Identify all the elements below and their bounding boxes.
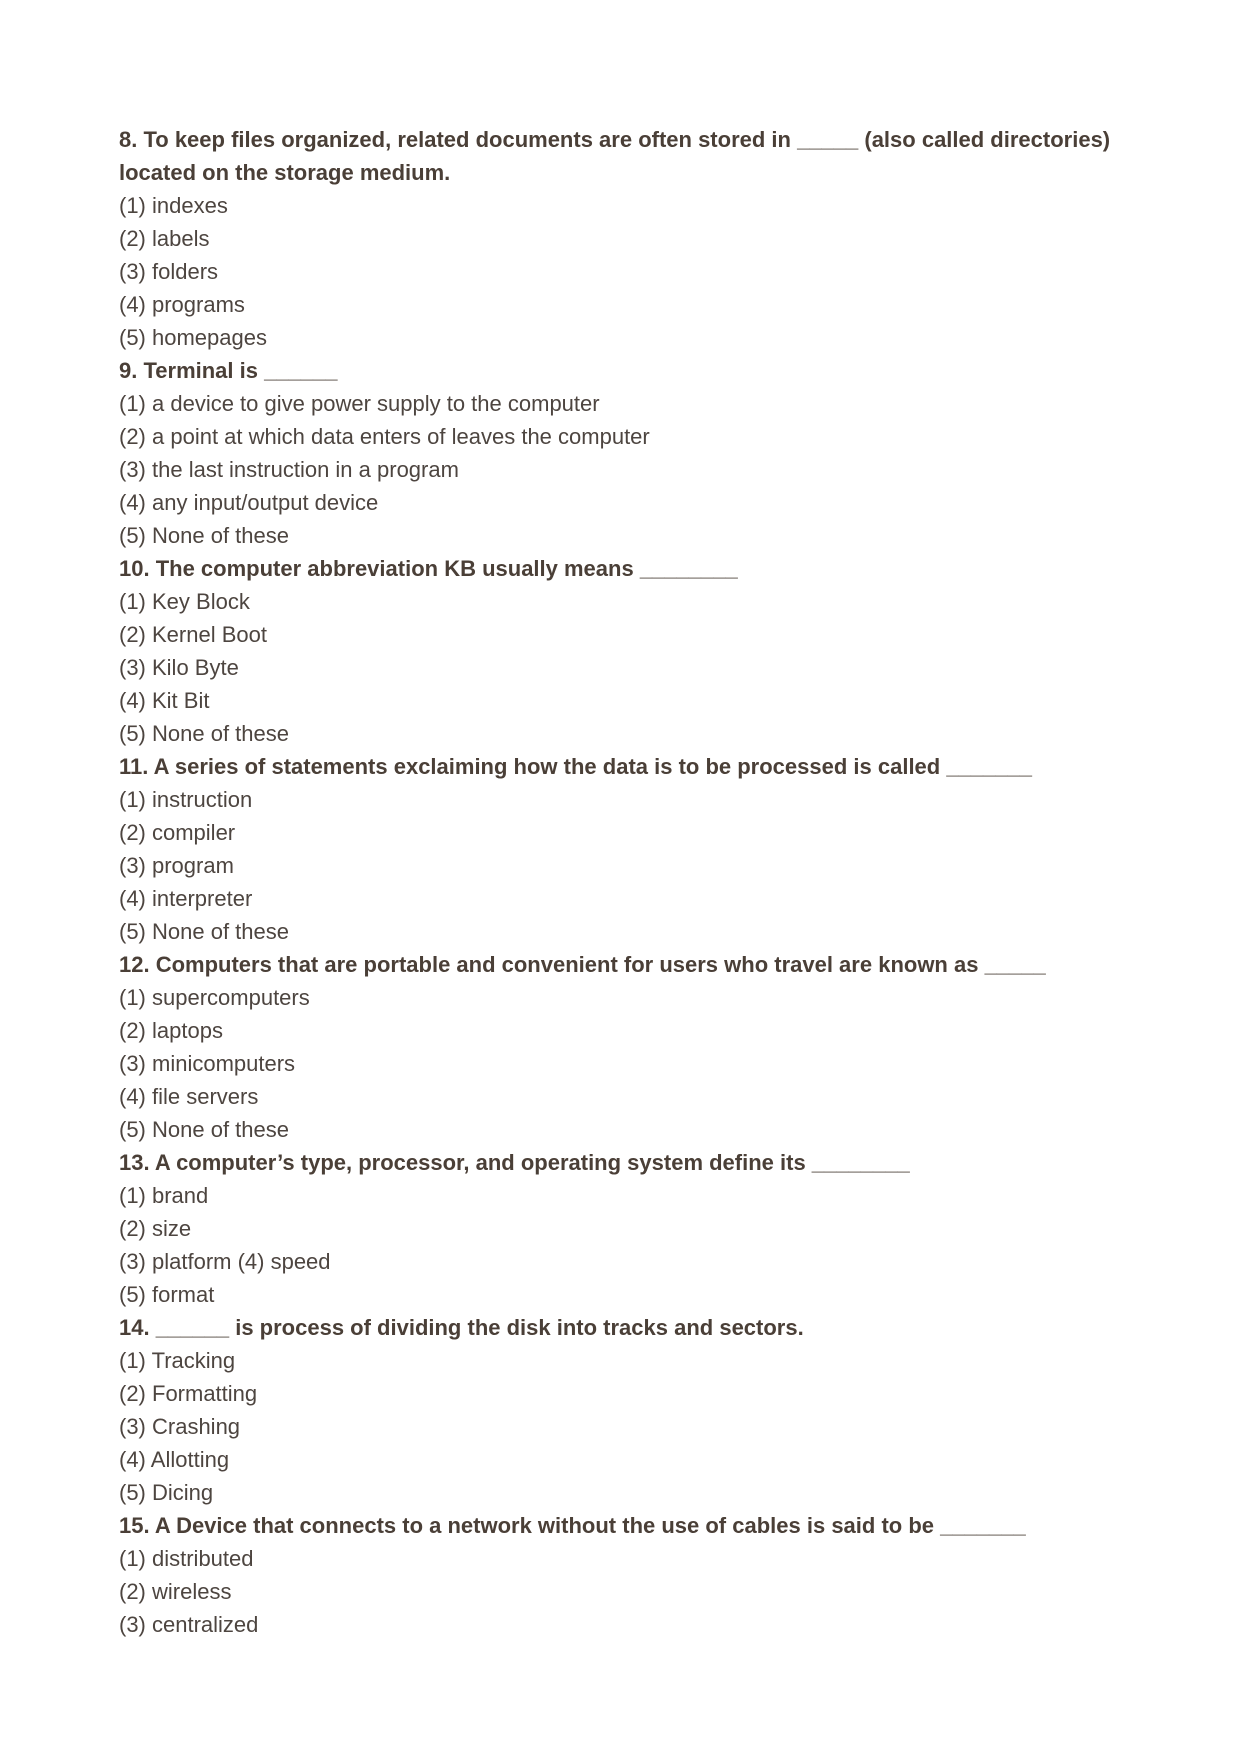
option-5: (5) Dicing xyxy=(119,1480,214,1505)
question-text: 14. ______ is process of dividing the disk into tracks and sectors. xyxy=(119,1315,804,1340)
option-3: (3) Crashing xyxy=(119,1414,241,1439)
option-2: (2) compiler xyxy=(119,820,236,845)
option-5: (5) None of these xyxy=(119,919,289,944)
option-2: (2) labels xyxy=(119,226,210,251)
option-1: (1) indexes xyxy=(119,193,228,218)
option-3-and-4: (3) platform (4) speed xyxy=(119,1249,331,1274)
option-1: (1) instruction xyxy=(119,787,253,812)
option-1: (1) brand xyxy=(119,1183,209,1208)
option-3: (3) program xyxy=(119,853,234,878)
option-3: (3) folders xyxy=(119,259,219,284)
option-1: (1) supercomputers xyxy=(119,985,310,1010)
option-4: (4) any input/output device xyxy=(119,490,379,515)
question-text: 9. Terminal is ______ xyxy=(119,358,338,383)
question-text: 10. The computer abbreviation KB usually means ________ xyxy=(119,556,738,581)
option-2: (2) Formatting xyxy=(119,1381,258,1406)
option-5: (5) homepages xyxy=(119,325,267,350)
question-11 xyxy=(119,750,1129,948)
option-2: (2) wireless xyxy=(119,1579,232,1604)
question-text: 13. A computer’s type, processor, and operating system define its ________ xyxy=(119,1150,910,1175)
option-2: (2) Kernel Boot xyxy=(119,622,267,647)
question-15 xyxy=(119,1509,1129,1641)
option-5: (5) None of these xyxy=(119,523,289,548)
question-8 xyxy=(119,123,1129,354)
option-2: (2) laptops xyxy=(119,1018,223,1043)
option-4: (4) programs xyxy=(119,292,245,317)
option-5: (5) None of these xyxy=(119,721,289,746)
option-1: (1) Tracking xyxy=(119,1348,236,1373)
question-12 xyxy=(119,948,1129,1146)
option-2: (2) a point at which data enters of leaves the computer xyxy=(119,424,650,449)
question-9 xyxy=(119,354,1129,552)
question-text: 11. A series of statements exclaiming how the data is to be processed is called _______ xyxy=(119,754,1032,779)
option-1: (1) Key Block xyxy=(119,589,250,614)
option-4: (4) file servers xyxy=(119,1084,259,1109)
question-text: 8. To keep files organized, related documents are often stored in _____ (also called directories) located on the storage medium. xyxy=(119,127,1111,185)
option-4: (4) Kit Bit xyxy=(119,688,210,713)
option-3: (3) the last instruction in a program xyxy=(119,457,459,482)
option-4: (4) Allotting xyxy=(119,1447,230,1472)
option-4: (4) interpreter xyxy=(119,886,253,911)
question-text: 15. A Device that connects to a network without the use of cables is said to be _______ xyxy=(119,1513,1026,1538)
question-10 xyxy=(119,552,1129,750)
question-13 xyxy=(119,1146,1129,1311)
option-3: (3) Kilo Byte xyxy=(119,655,239,680)
option-5: (5) format xyxy=(119,1282,215,1307)
option-3: (3) centralized xyxy=(119,1612,259,1637)
question-14 xyxy=(119,1311,1129,1509)
option-2: (2) size xyxy=(119,1216,192,1241)
option-1: (1) a device to give power supply to the computer xyxy=(119,391,600,416)
option-3: (3) minicomputers xyxy=(119,1051,296,1076)
option-5: (5) None of these xyxy=(119,1117,289,1142)
question-text: 12. Computers that are portable and convenient for users who travel are known as _____ xyxy=(119,952,1046,977)
option-1: (1) distributed xyxy=(119,1546,254,1571)
document-page xyxy=(119,123,1129,1641)
